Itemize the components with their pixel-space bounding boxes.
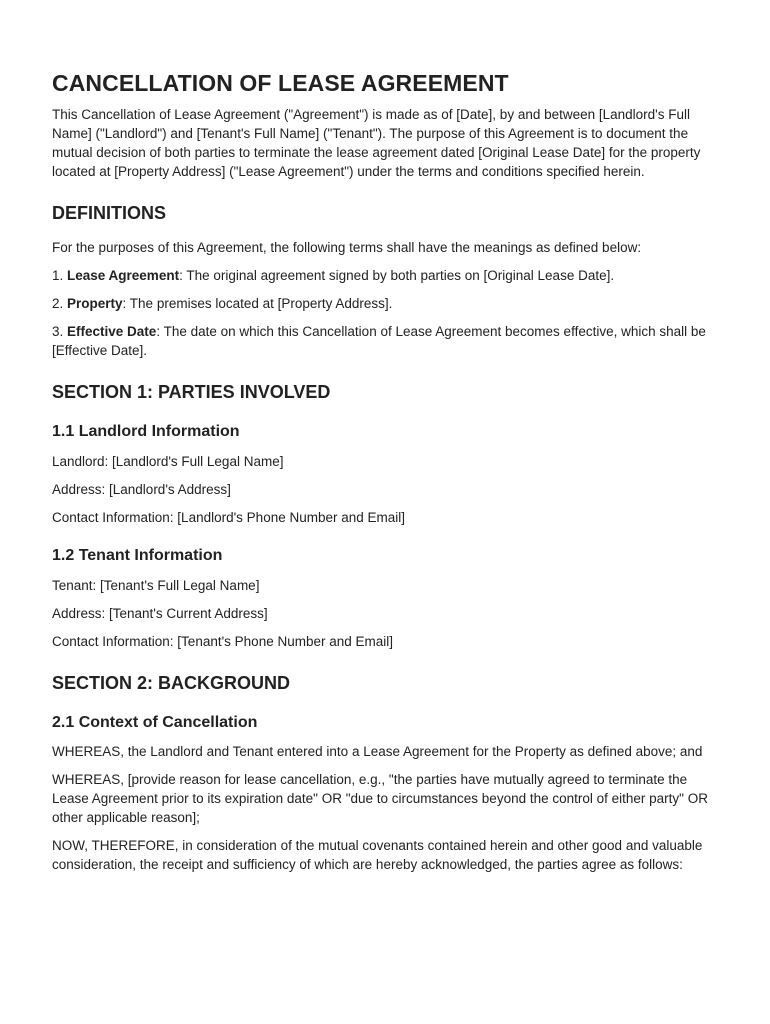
definition-term: Effective Date: [67, 324, 157, 339]
tenant-address: Address: [Tenant's Current Address]: [52, 606, 268, 621]
definition-number: 2.: [52, 296, 68, 311]
now-therefore-paragraph: NOW, THEREFORE, in consideration of the mutual covenants contained herein and other good and valuable consideration, the receipt and sufficiency of which are hereby acknowledged, the parties agree as follows:: [52, 838, 703, 872]
definition-number: 3.: [52, 324, 68, 339]
definition-item: [52, 266, 718, 285]
tenant-name: Tenant: [Tenant's Full Legal Name]: [52, 578, 260, 593]
tenant-info-heading: 1.2 Tenant Information: [52, 547, 223, 564]
section1-heading: SECTION 1: PARTIES INVOLVED: [52, 382, 331, 402]
definition-term: Property: [67, 296, 123, 311]
document-title: CANCELLATION OF LEASE AGREEMENT: [52, 70, 509, 96]
section2-heading: SECTION 2: BACKGROUND: [52, 673, 291, 693]
definition-text: : The original agreement signed by both parties on [Original Lease Date].: [179, 268, 615, 283]
whereas-paragraph-2: WHEREAS, [provide reason for lease cancellation, e.g., "the parties have mutually agreed to terminate the Lease Agreement prior to its expiration date" OR "due to circumstances beyond the control of either party" OR other applicable reason];: [52, 772, 708, 825]
definition-text: : The date on which this Cancellation of Lease Agreement becomes effective, which shall be [Effective Date].: [52, 324, 706, 358]
definition-item: [52, 294, 718, 313]
landlord-name: Landlord: [Landlord's Full Legal Name]: [52, 454, 284, 469]
definition-number: 1.: [52, 268, 68, 283]
landlord-info-heading: 1.1 Landlord Information: [52, 423, 240, 440]
tenant-contact: Contact Information: [Tenant's Phone Number and Email]: [52, 634, 394, 649]
intro-paragraph: This Cancellation of Lease Agreement ("Agreement") is made as of [Date], by and between [Landlord's Full Name] ("Landlord") and [Tenant's Full Name] ("Tenant"). The purpose of this Agreement is to document the mutual decision of both parties to terminate the lease agreement dated [Original Lease Date] for the property located at [Property Address] ("Lease Agreement") under the terms and conditions specified herein.: [52, 107, 701, 179]
definition-text: : The premises located at [Property Address].: [122, 296, 393, 311]
definition-item: [52, 322, 718, 360]
landlord-contact: Contact Information: [Landlord's Phone Number and Email]: [52, 510, 406, 525]
definitions-heading: DEFINITIONS: [52, 203, 167, 223]
context-heading: 2.1 Context of Cancellation: [52, 714, 258, 731]
landlord-address: Address: [Landlord's Address]: [52, 482, 231, 497]
definition-term: Lease Agreement: [67, 268, 180, 283]
whereas-paragraph-1: WHEREAS, the Landlord and Tenant entered into a Lease Agreement for the Property as defined above; and: [52, 744, 703, 759]
definitions-lead: For the purposes of this Agreement, the following terms shall have the meanings as defined below:: [52, 240, 642, 255]
